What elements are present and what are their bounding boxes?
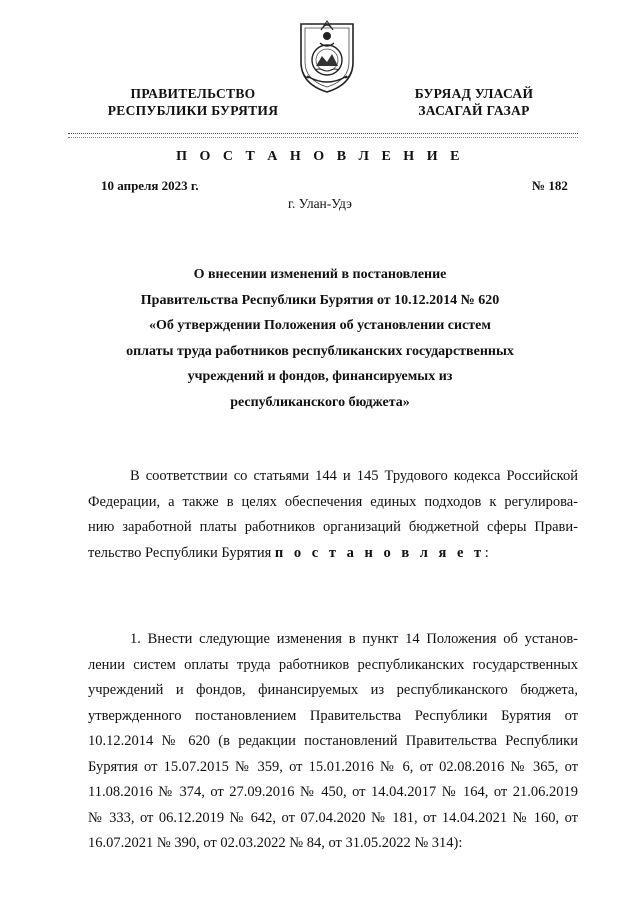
body-line: 11.08.2016 № 374, от 27.09.2016 № 450, от 14.04.2017 № 164, от 21.06.2019 (88, 784, 578, 800)
document-title (100, 262, 540, 415)
document-number: № 182 (532, 178, 568, 193)
org-left-line-1: ПРАВИТЕЛЬСТВО (130, 86, 256, 101)
title-line: оплаты труда работников республиканских государственных (126, 343, 514, 359)
organization-name-buryat (394, 85, 554, 119)
item-1-paragraph (88, 627, 578, 857)
body-line: В соответствии со статьями 144 и 145 Трудового кодекса Российской (130, 468, 578, 484)
body-line: Бурятия от 15.07.2015 № 359, от 15.01.2016 № 6, от 02.08.2016 № 365, от (88, 758, 578, 775)
body-line: учреждений и фондов, финансируемых из республиканского бюджета, (88, 682, 578, 698)
header-divider (68, 133, 578, 134)
body-line: Федерации, а также в целях обеспечения единых подходов к регулирова- (88, 493, 578, 510)
org-right-line-1: БУРЯАД УЛАСАЙ (414, 86, 534, 101)
header-divider-secondary (68, 137, 578, 138)
preamble-text: тельство Республики Бурятия (88, 544, 272, 561)
title-line: Правительства Республики Бурятия от 10.12.2014 № 620 (140, 292, 500, 308)
document-date: 10 апреля 2023 г. (101, 178, 199, 193)
title-line: О внесении изменений в постановление (193, 267, 447, 282)
body-line: 10.12.2014 № 620 (в редакции постановлений Правительства Республики (88, 733, 578, 749)
org-left-line-2: РЕСПУБЛИКИ БУРЯТИЯ (107, 103, 279, 118)
coat-of-arms-icon (293, 16, 361, 96)
document-city: г. Улан-Удэ (288, 196, 352, 211)
organization-name-russian (88, 85, 298, 119)
body-line-last (88, 541, 578, 567)
body-line: утвержденного постановлением Правительства Республики Бурятия от (88, 707, 578, 724)
body-line: лении систем оплаты труда работников республиканских государственных (88, 656, 578, 673)
body-line: № 333, от 06.12.2019 № 642, от 07.04.2020 № 181, от 14.04.2021 № 160, от (88, 809, 578, 826)
preamble-paragraph (88, 464, 578, 566)
org-right-line-2: ЗАСАГАЙ ГАЗАР (418, 103, 530, 118)
body-line: 1. Внести следующие изменения в пункт 14 Положения об установ- (130, 631, 578, 647)
title-line: республиканского бюджета» (230, 394, 410, 410)
preamble-end: : (484, 544, 489, 561)
title-line: учреждений и фондов, финансируемых из (187, 369, 453, 384)
body-line: нию заработной платы работников организаций бюджетной сферы Прави- (88, 519, 578, 535)
decree-keyword: п о с т а н о в л я е т (274, 544, 485, 561)
document-type: П О С Т А Н О В Л Е Н И Е (176, 149, 464, 164)
title-line: «Об утверждении Положения об установлении систем (149, 318, 491, 333)
body-line: 16.07.2021 № 390, от 02.03.2022 № 84, от 31.05.2022 № 314): (88, 835, 463, 851)
